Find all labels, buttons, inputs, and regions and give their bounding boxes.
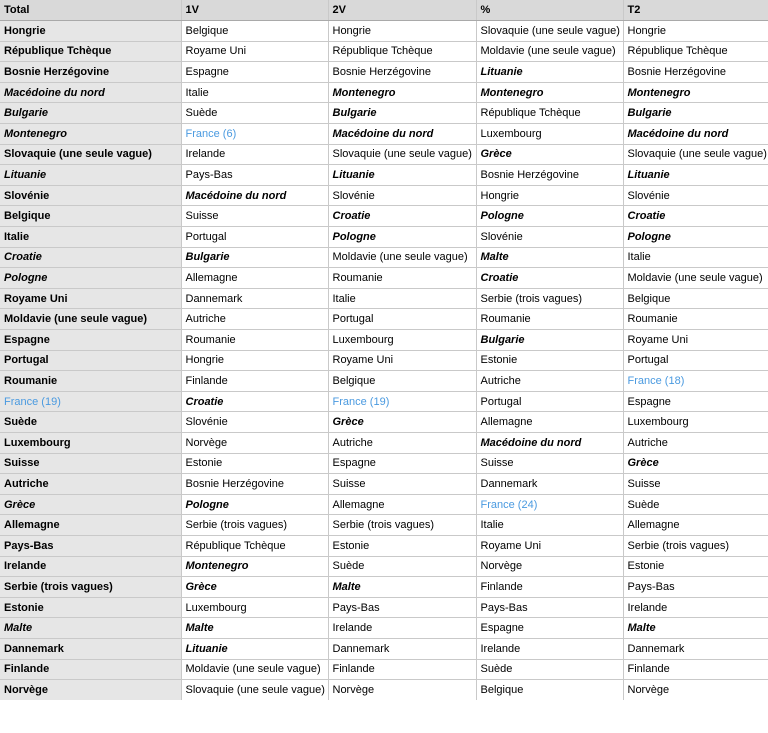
cell-percent: Suède: [476, 659, 623, 680]
cell-1v: Luxembourg: [181, 597, 328, 618]
cell-percent: Moldavie (une seule vague): [476, 41, 623, 62]
cell-percent: Norvège: [476, 556, 623, 577]
cell-2v: République Tchèque: [328, 41, 476, 62]
cell-total: Norvège: [0, 680, 181, 701]
cell-t2: Serbie (trois vagues): [623, 535, 768, 556]
cell-total: Luxembourg: [0, 432, 181, 453]
table-row: [0, 412, 768, 433]
cell-2v: Suisse: [328, 474, 476, 495]
table-row: [0, 659, 768, 680]
cell-t2: Grèce: [623, 453, 768, 474]
cell-1v: Roumanie: [181, 330, 328, 351]
table-row: [0, 309, 768, 330]
cell-2v: Autriche: [328, 432, 476, 453]
cell-2v: Suède: [328, 556, 476, 577]
cell-2v: Estonie: [328, 535, 476, 556]
cell-percent: Dannemark: [476, 474, 623, 495]
cell-t2: Royame Uni: [623, 330, 768, 351]
header-2v: 2V: [328, 0, 476, 21]
cell-1v: Dannemark: [181, 288, 328, 309]
cell-t2: Roumanie: [623, 309, 768, 330]
cell-total: Estonie: [0, 597, 181, 618]
cell-t2: Bosnie Herzégovine: [623, 62, 768, 83]
cell-percent: Roumanie: [476, 309, 623, 330]
header-percent: %: [476, 0, 623, 21]
cell-1v: Serbie (trois vagues): [181, 515, 328, 536]
cell-total: République Tchèque: [0, 41, 181, 62]
cell-t2: France (18): [623, 371, 768, 392]
cell-total: Finlande: [0, 659, 181, 680]
cell-2v: Serbie (trois vagues): [328, 515, 476, 536]
table-row: [0, 556, 768, 577]
cell-1v: Espagne: [181, 62, 328, 83]
cell-total: Moldavie (une seule vague): [0, 309, 181, 330]
cell-percent: Pologne: [476, 206, 623, 227]
table-row: [0, 165, 768, 186]
cell-2v: Bulgarie: [328, 103, 476, 124]
cell-t2: Luxembourg: [623, 412, 768, 433]
table-row: [0, 597, 768, 618]
cell-2v: Finlande: [328, 659, 476, 680]
table-row: [0, 350, 768, 371]
cell-total: Suisse: [0, 453, 181, 474]
cell-2v: Bosnie Herzégovine: [328, 62, 476, 83]
header-1v: 1V: [181, 0, 328, 21]
cell-1v: Royame Uni: [181, 41, 328, 62]
cell-2v: Moldavie (une seule vague): [328, 247, 476, 268]
cell-1v: Autriche: [181, 309, 328, 330]
cell-1v: Bulgarie: [181, 247, 328, 268]
cell-t2: Suède: [623, 494, 768, 515]
cell-total: Hongrie: [0, 21, 181, 42]
cell-2v: Luxembourg: [328, 330, 476, 351]
table-row: [0, 330, 768, 351]
cell-2v: Dannemark: [328, 638, 476, 659]
cell-percent: Italie: [476, 515, 623, 536]
cell-1v: Italie: [181, 82, 328, 103]
cell-percent: Bulgarie: [476, 330, 623, 351]
cell-t2: Macédoine du nord: [623, 124, 768, 145]
cell-t2: Bulgarie: [623, 103, 768, 124]
cell-1v: Macédoine du nord: [181, 185, 328, 206]
cell-t2: Hongrie: [623, 21, 768, 42]
cell-total: Macédoine du nord: [0, 82, 181, 103]
table-row: [0, 124, 768, 145]
cell-1v: Norvège: [181, 432, 328, 453]
cell-t2: Malte: [623, 618, 768, 639]
cell-2v: Montenegro: [328, 82, 476, 103]
cell-percent: France (24): [476, 494, 623, 515]
table-row: [0, 268, 768, 289]
table-row: [0, 144, 768, 165]
cell-t2: Slovaquie (une seule vague): [623, 144, 768, 165]
table-body: [0, 21, 768, 701]
cell-percent: Slovaquie (une seule vague): [476, 21, 623, 42]
table-row: [0, 41, 768, 62]
cell-total: Lituanie: [0, 165, 181, 186]
cell-2v: Allemagne: [328, 494, 476, 515]
cell-1v: Estonie: [181, 453, 328, 474]
table-row: [0, 103, 768, 124]
table-row: [0, 432, 768, 453]
cell-2v: Royame Uni: [328, 350, 476, 371]
cell-total: Roumanie: [0, 371, 181, 392]
cell-total: Belgique: [0, 206, 181, 227]
table-row: [0, 21, 768, 42]
cell-1v: France (6): [181, 124, 328, 145]
cell-percent: Estonie: [476, 350, 623, 371]
cell-2v: Slovénie: [328, 185, 476, 206]
cell-total: Allemagne: [0, 515, 181, 536]
cell-percent: Royame Uni: [476, 535, 623, 556]
cell-1v: Moldavie (une seule vague): [181, 659, 328, 680]
cell-percent: Serbie (trois vagues): [476, 288, 623, 309]
cell-percent: Autriche: [476, 371, 623, 392]
table-row: [0, 618, 768, 639]
cell-2v: Hongrie: [328, 21, 476, 42]
cell-2v: Malte: [328, 577, 476, 598]
cell-t2: Autriche: [623, 432, 768, 453]
cell-t2: Belgique: [623, 288, 768, 309]
cell-t2: Slovénie: [623, 185, 768, 206]
cell-2v: Irelande: [328, 618, 476, 639]
cell-2v: Norvège: [328, 680, 476, 701]
table-row: [0, 247, 768, 268]
cell-1v: Belgique: [181, 21, 328, 42]
cell-1v: Slovaquie (une seule vague): [181, 680, 328, 701]
cell-percent: Pays-Bas: [476, 597, 623, 618]
table-row: [0, 185, 768, 206]
cell-t2: Dannemark: [623, 638, 768, 659]
cell-2v: Italie: [328, 288, 476, 309]
table-row: [0, 577, 768, 598]
cell-2v: France (19): [328, 391, 476, 412]
cell-total: Pays-Bas: [0, 535, 181, 556]
cell-percent: Allemagne: [476, 412, 623, 433]
cell-percent: Portugal: [476, 391, 623, 412]
cell-total: Italie: [0, 227, 181, 248]
cell-1v: Pays-Bas: [181, 165, 328, 186]
cell-total: Grèce: [0, 494, 181, 515]
cell-total: Portugal: [0, 350, 181, 371]
cell-percent: Grèce: [476, 144, 623, 165]
cell-percent: Malte: [476, 247, 623, 268]
cell-total: Bulgarie: [0, 103, 181, 124]
cell-2v: Croatie: [328, 206, 476, 227]
cell-t2: Montenegro: [623, 82, 768, 103]
cell-total: Royame Uni: [0, 288, 181, 309]
cell-1v: Irelande: [181, 144, 328, 165]
table-row: [0, 453, 768, 474]
cell-2v: Roumanie: [328, 268, 476, 289]
cell-1v: Croatie: [181, 391, 328, 412]
cell-percent: Belgique: [476, 680, 623, 701]
header-total: Total: [0, 0, 181, 21]
cell-total: Dannemark: [0, 638, 181, 659]
cell-t2: Croatie: [623, 206, 768, 227]
cell-1v: Bosnie Herzégovine: [181, 474, 328, 495]
cell-total: Autriche: [0, 474, 181, 495]
cell-2v: Pologne: [328, 227, 476, 248]
cell-percent: Luxembourg: [476, 124, 623, 145]
cell-total: Croatie: [0, 247, 181, 268]
cell-1v: Slovénie: [181, 412, 328, 433]
cell-percent: Hongrie: [476, 185, 623, 206]
cell-t2: Norvège: [623, 680, 768, 701]
cell-1v: Allemagne: [181, 268, 328, 289]
cell-1v: Suisse: [181, 206, 328, 227]
cell-2v: Lituanie: [328, 165, 476, 186]
cell-1v: Portugal: [181, 227, 328, 248]
cell-t2: Pologne: [623, 227, 768, 248]
cell-percent: Lituanie: [476, 62, 623, 83]
cell-2v: Pays-Bas: [328, 597, 476, 618]
cell-t2: Lituanie: [623, 165, 768, 186]
cell-t2: Italie: [623, 247, 768, 268]
cell-total: Malte: [0, 618, 181, 639]
cell-percent: Finlande: [476, 577, 623, 598]
table-row: [0, 82, 768, 103]
cell-2v: Portugal: [328, 309, 476, 330]
cell-t2: Allemagne: [623, 515, 768, 536]
cell-1v: Suède: [181, 103, 328, 124]
cell-t2: Finlande: [623, 659, 768, 680]
cell-t2: République Tchèque: [623, 41, 768, 62]
table-row: [0, 288, 768, 309]
cell-total: Suède: [0, 412, 181, 433]
table-row: [0, 494, 768, 515]
table-row: [0, 371, 768, 392]
cell-t2: Suisse: [623, 474, 768, 495]
cell-total: Montenegro: [0, 124, 181, 145]
cell-percent: Slovénie: [476, 227, 623, 248]
table-row: [0, 680, 768, 701]
cell-1v: Finlande: [181, 371, 328, 392]
table-row: [0, 535, 768, 556]
cell-percent: Bosnie Herzégovine: [476, 165, 623, 186]
cell-2v: Belgique: [328, 371, 476, 392]
cell-t2: Portugal: [623, 350, 768, 371]
cell-percent: Espagne: [476, 618, 623, 639]
header-t2: T2: [623, 0, 768, 21]
cell-t2: Estonie: [623, 556, 768, 577]
table-row: [0, 638, 768, 659]
cell-total: Bosnie Herzégovine: [0, 62, 181, 83]
cell-total: France (19): [0, 391, 181, 412]
table-row: [0, 62, 768, 83]
table-row: [0, 474, 768, 495]
cell-percent: Irelande: [476, 638, 623, 659]
cell-t2: Moldavie (une seule vague): [623, 268, 768, 289]
cell-percent: Montenegro: [476, 82, 623, 103]
cell-total: Slovénie: [0, 185, 181, 206]
cell-1v: Pologne: [181, 494, 328, 515]
cell-t2: Espagne: [623, 391, 768, 412]
cell-percent: République Tchèque: [476, 103, 623, 124]
cell-percent: Suisse: [476, 453, 623, 474]
cell-total: Irelande: [0, 556, 181, 577]
cell-1v: Lituanie: [181, 638, 328, 659]
cell-2v: Grèce: [328, 412, 476, 433]
cell-total: Espagne: [0, 330, 181, 351]
header-row: [0, 0, 768, 21]
cell-1v: Hongrie: [181, 350, 328, 371]
table-row: [0, 515, 768, 536]
cell-1v: Montenegro: [181, 556, 328, 577]
cell-t2: Irelande: [623, 597, 768, 618]
cell-total: Serbie (trois vagues): [0, 577, 181, 598]
table-row: [0, 227, 768, 248]
cell-1v: République Tchèque: [181, 535, 328, 556]
table-row: [0, 206, 768, 227]
cell-percent: Macédoine du nord: [476, 432, 623, 453]
table-row: [0, 391, 768, 412]
cell-2v: Slovaquie (une seule vague): [328, 144, 476, 165]
cell-t2: Pays-Bas: [623, 577, 768, 598]
cell-1v: Grèce: [181, 577, 328, 598]
cell-1v: Malte: [181, 618, 328, 639]
cell-total: Pologne: [0, 268, 181, 289]
cell-percent: Croatie: [476, 268, 623, 289]
cell-2v: Macédoine du nord: [328, 124, 476, 145]
cell-total: Slovaquie (une seule vague): [0, 144, 181, 165]
cell-2v: Espagne: [328, 453, 476, 474]
